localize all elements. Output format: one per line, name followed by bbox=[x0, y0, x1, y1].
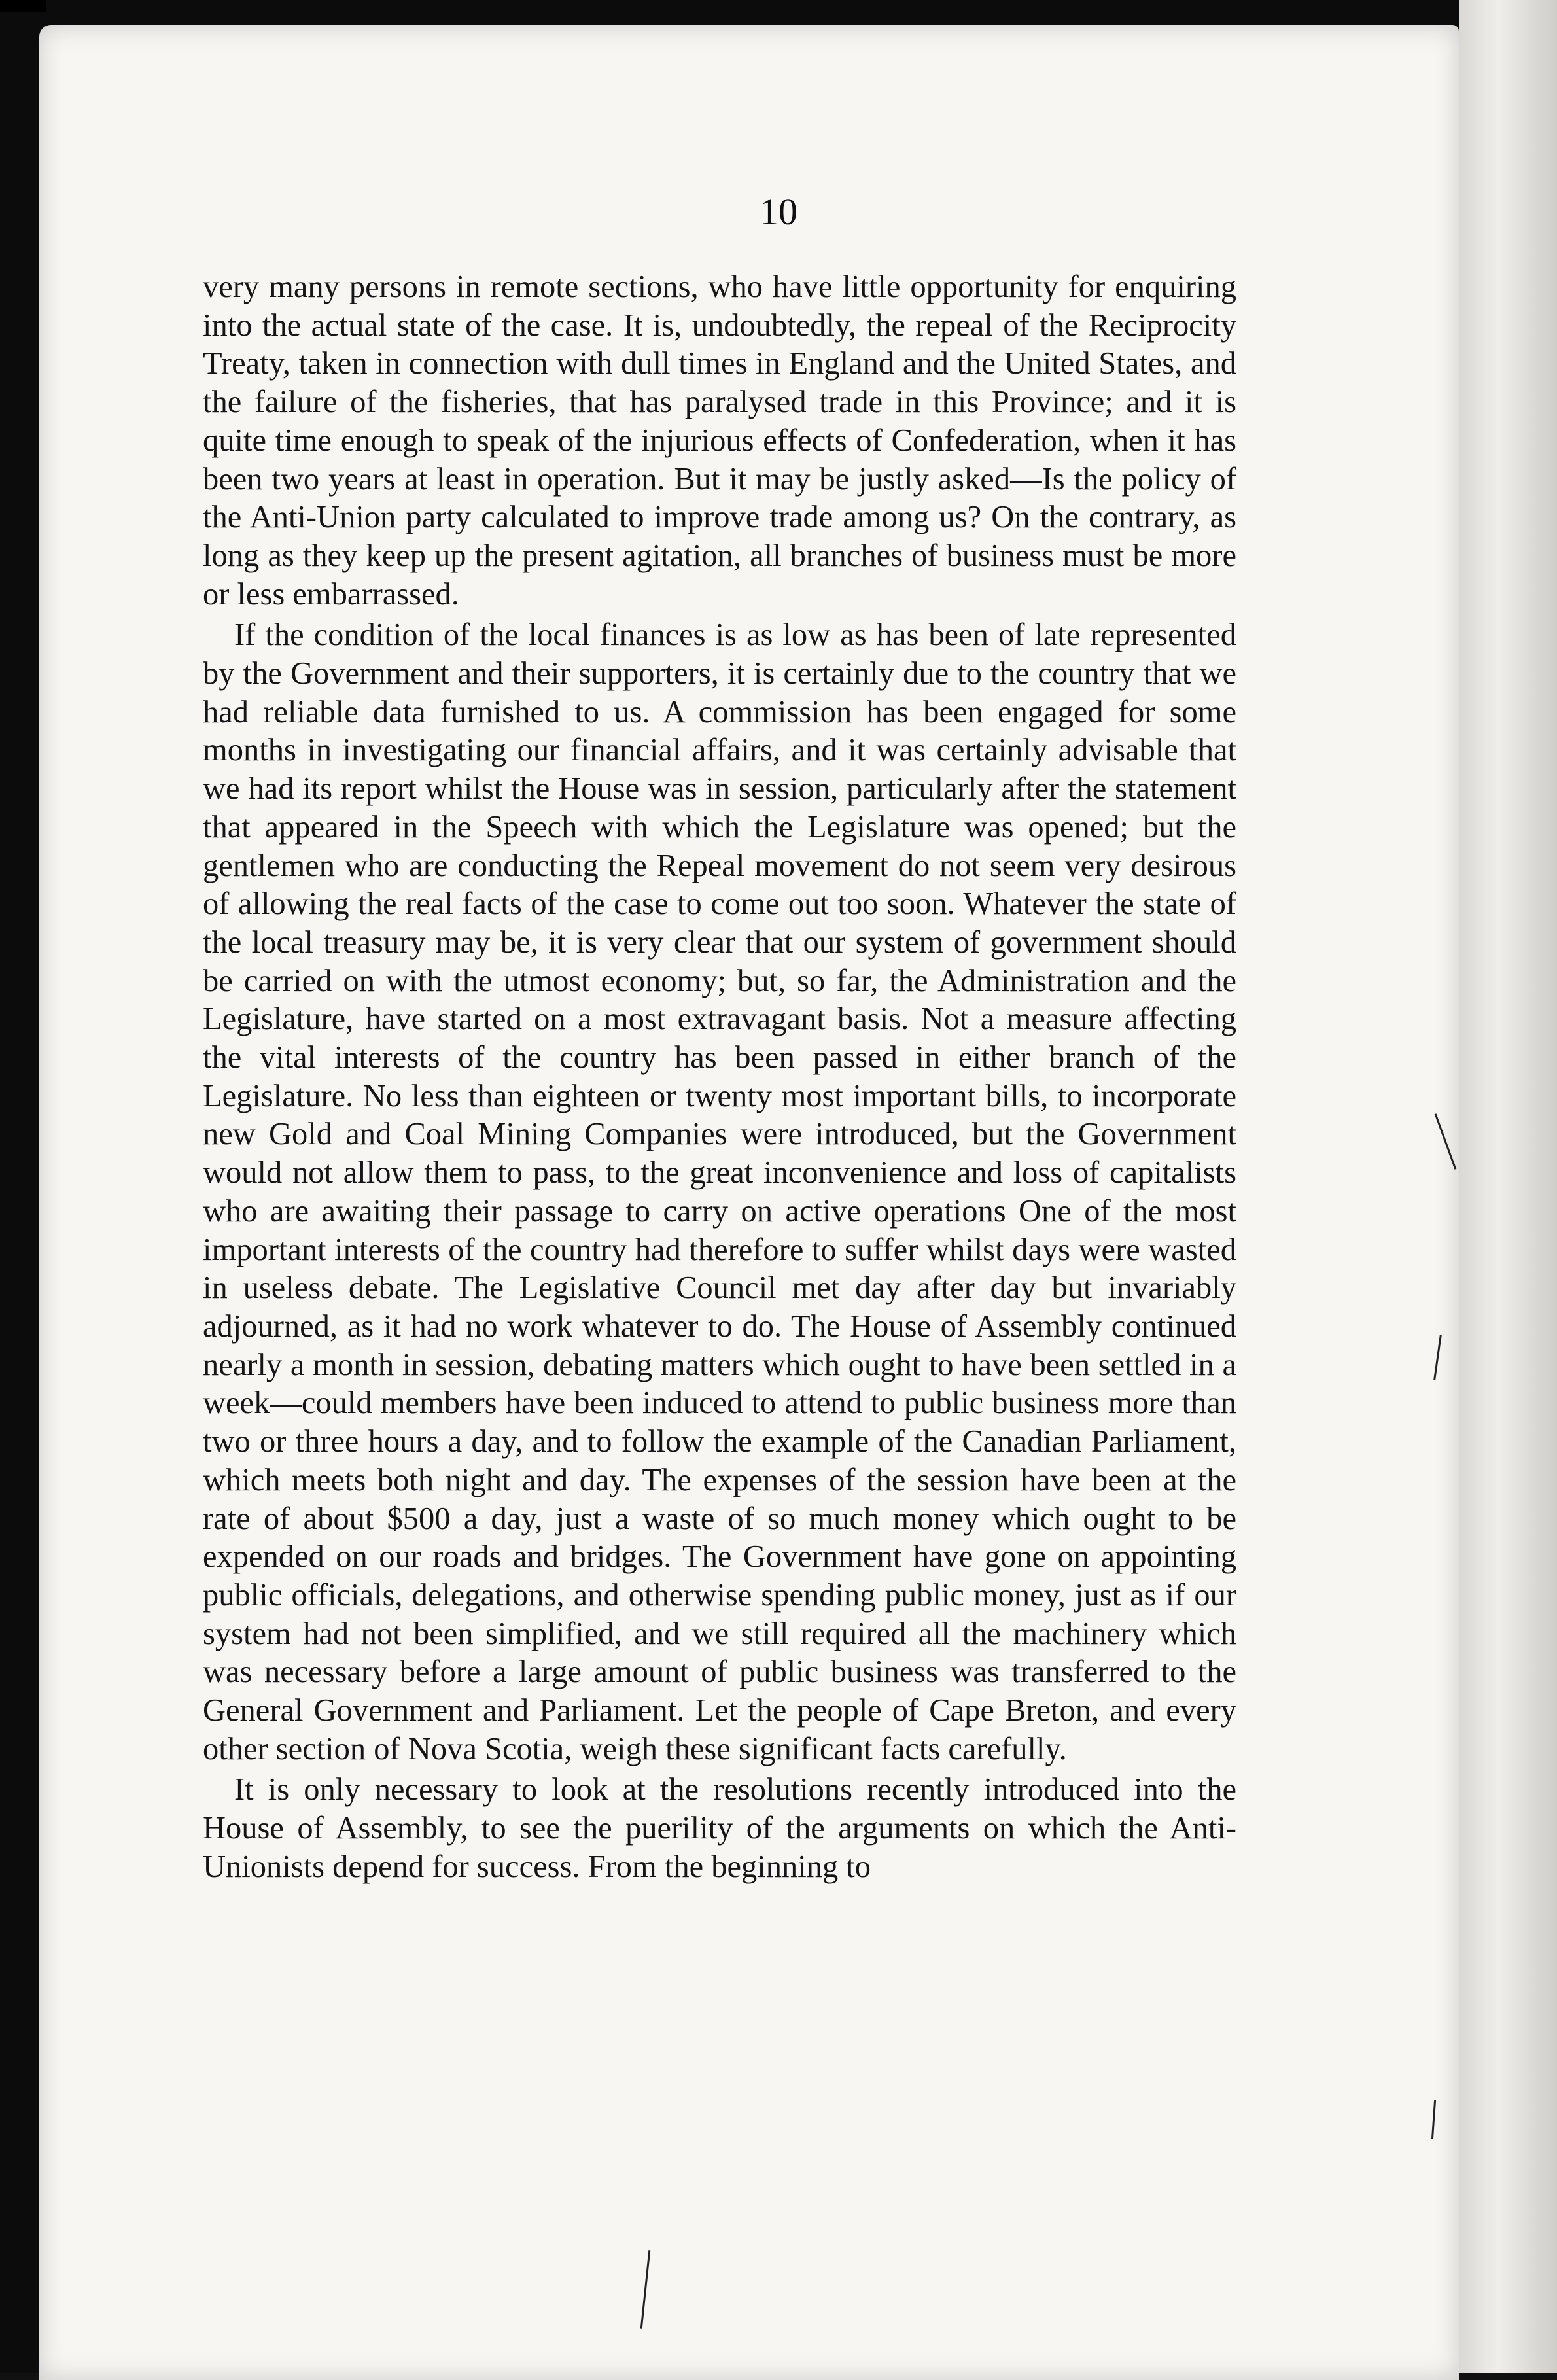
page-number: 10 bbox=[760, 190, 797, 233]
paragraph-3: It is only necessary to look at the resolutions recently introduced into the House of Assembly, to see the puerility of the arguments on which the Anti-Unionists depend for success. From the beginning to bbox=[203, 1772, 1236, 1884]
scan-corner-mark bbox=[0, 0, 46, 12]
paragraph-1: very many persons in remote sections, who have little opportunity for enquiring into the actual state of the case. It is, undoubtedly, the repeal of the Reciprocity Treaty, taken in connection with dull times in England and the United States, and the failure of the fisheries, that has paralysed trade in this Province; and it is quite time enough to speak of the injurious effects of Confederation, when it has been two years at least in operation. But it may be justly asked—Is the policy of the Anti-Union party calculated to improve trade among us? On the contrary, as long as they keep up the present agitation, all branches of business must be more or less embarrassed. bbox=[203, 270, 1236, 612]
adjacent-page-edge bbox=[1459, 0, 1557, 2373]
paragraph-2: If the condition of the local finances is as low as has been of late represented by the Government and their supporters, it is certainly due to the country that we had reliable data furnished to us. A commission has been engaged for some months in investigating our financial affairs, and it was certainly advisable that we had its report whilst the House was in session, particularly after the statement that appeared in the Speech with which the Legislature was opened; but the gentlemen who are conducting the Repeal movement do not seem very desirous of allowing the real facts of the case to come out too soon. Whatever the state of the local treasury may be, it is very clear that our system of government should be carried on with the utmost economy; but, so far, the Administration and the Legislature, have started on a most extravagant basis. Not a measure affecting the vital interests of the country has been passed in either branch of the Legislature. No less than eighteen or twenty most important bills, to incorporate new Gold and Coal Mining Companies were introduced, but the Government would not allow them to pass, to the great inconvenience and loss of capitalists who are awaiting their passage to carry on active operations One of the most important interests of the country had therefore to suffer whilst days were wasted in useless debate. The Legislative Council met day after day but invariably adjourned, as it had no work whatever to do. The House of Assembly continued nearly a month in session, debating matters which ought to have been settled in a week—could members have been induced to attend to public business more than two or three hours a day, and to follow the example of the Canadian Parliament, which meets both night and day. The expenses of the session have been at the rate of about $500 a day, just a waste of so much money which ought to be expended on our roads and bridges. The Government have gone on appointing public officials, delegations, and otherwise spending public money, just as if our system had not been simplified, and we still required all the machinery which was necessary before a large amount of public business was transferred to the General Government and Parliament. Let the people of Cape Breton, and every other section of Nova Scotia, weigh these significant facts carefully. bbox=[203, 618, 1236, 1766]
body-text bbox=[203, 268, 1236, 1887]
